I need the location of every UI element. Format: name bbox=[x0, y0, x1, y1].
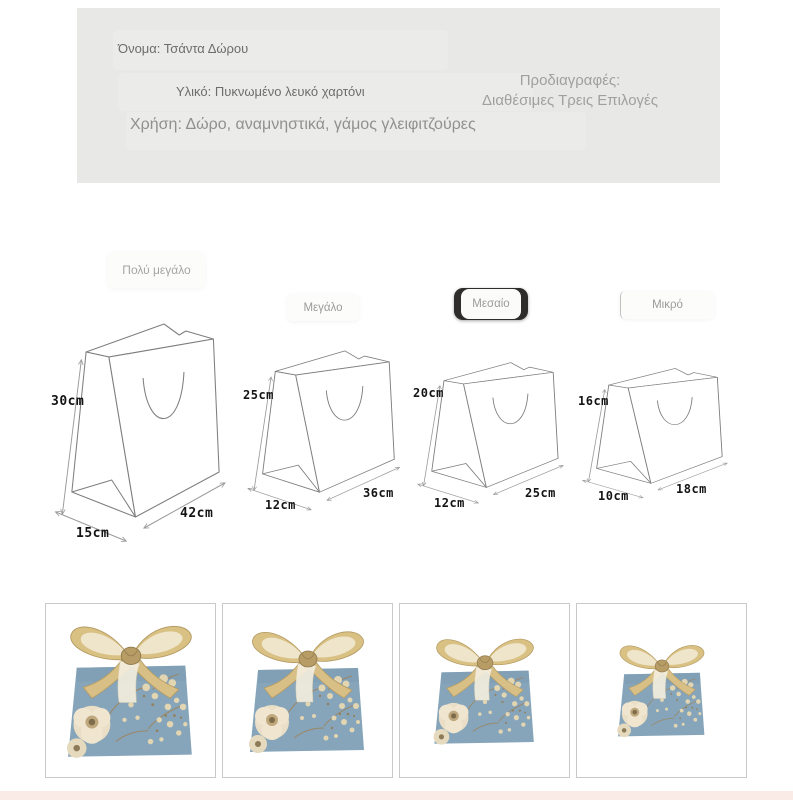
bag-diagram-extra-large bbox=[50, 320, 240, 555]
product-photo-medium bbox=[399, 603, 570, 778]
height-dimension: 16cm bbox=[578, 394, 609, 408]
bag-diagram-medium bbox=[413, 360, 576, 512]
size-option-small[interactable] bbox=[620, 291, 714, 319]
height-dimension: 25cm bbox=[243, 388, 274, 402]
bag-diagram-large bbox=[243, 348, 413, 520]
product-usage-text: Χρήση: Δώρο, αναμνηστικά, γάμος γλειφιτζούρες bbox=[130, 116, 476, 133]
gift-box-with-bow-image bbox=[609, 641, 715, 739]
height-dimension: 30cm bbox=[51, 394, 85, 409]
depth-dimension: 12cm bbox=[265, 498, 296, 512]
depth-dimension: 15cm bbox=[76, 526, 110, 541]
specifications-block bbox=[450, 72, 690, 109]
product-name-text: Όνομα: Τσάντα Δώρου bbox=[118, 41, 249, 56]
width-dimension: 36cm bbox=[363, 486, 394, 500]
specs-subtitle: Διαθέσιμες Τρεις Επιλογές bbox=[482, 92, 658, 109]
height-dimension: 20cm bbox=[413, 386, 444, 400]
width-dimension: 18cm bbox=[676, 482, 707, 496]
width-dimension: 25cm bbox=[525, 486, 556, 500]
depth-dimension: 10cm bbox=[598, 489, 629, 503]
product-photo-small bbox=[576, 603, 747, 778]
size-option-large[interactable] bbox=[287, 294, 359, 321]
gift-box-with-bow-image bbox=[238, 626, 378, 756]
gift-box-with-bow-image bbox=[424, 634, 546, 747]
size-option-label: Μεσαίο bbox=[461, 289, 521, 319]
size-option-medium-selected[interactable] bbox=[454, 288, 528, 320]
specs-title: Προδιαγραφές: bbox=[519, 72, 621, 89]
gift-box-with-bow-image bbox=[55, 620, 207, 761]
bag-drawing bbox=[578, 366, 740, 506]
product-photo-extra-large bbox=[45, 603, 216, 778]
bottom-accent-strip bbox=[0, 791, 793, 800]
product-info-panel bbox=[77, 8, 720, 183]
bag-diagram-small bbox=[578, 366, 740, 506]
width-dimension: 42cm bbox=[180, 506, 214, 521]
product-photo-large bbox=[222, 603, 393, 778]
product-material-text: Υλικό: Πυκνωμένο λευκό χαρτόνι bbox=[176, 84, 365, 99]
size-option-extra-large[interactable] bbox=[108, 252, 205, 288]
size-option-label: Πολύ μεγάλο bbox=[122, 263, 191, 277]
size-option-label: Μεγάλο bbox=[303, 301, 343, 314]
size-option-label: Μικρό bbox=[652, 299, 683, 311]
depth-dimension: 12cm bbox=[434, 496, 465, 510]
